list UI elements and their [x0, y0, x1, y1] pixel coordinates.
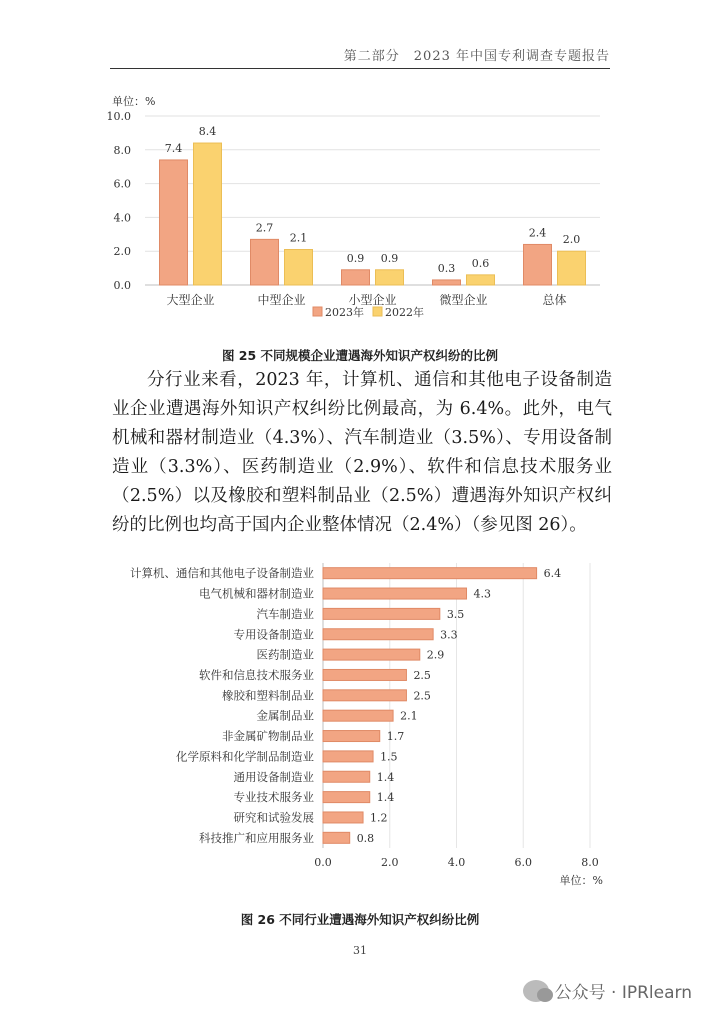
y-tick-label: 8.0 [113, 143, 131, 157]
page-number: 31 [353, 944, 367, 957]
bar-value-label: 0.6 [471, 256, 490, 270]
legend-label: 2022年 [385, 306, 424, 319]
x-category-label: 总体 [542, 293, 567, 307]
industry-bar [323, 731, 380, 742]
bar-2023 [342, 270, 370, 285]
industry-bar [323, 812, 363, 823]
industry-label: 研究和试验发展 [233, 810, 314, 825]
bar-value-label: 1.4 [376, 770, 395, 784]
y-tick-label: 0.0 [113, 279, 131, 292]
header-rule [110, 68, 610, 69]
legend-swatch [313, 307, 322, 316]
bar-value-label: 1.5 [380, 750, 398, 764]
industry-label: 化学原料和化学制品制造业 [176, 749, 314, 764]
legend-label: 2023年 [325, 306, 364, 319]
industry-bar [323, 832, 350, 843]
bar-value-label: 2.5 [413, 668, 431, 682]
bar-value-label: 2.1 [289, 231, 308, 245]
bar-value-label: 0.8 [356, 831, 375, 845]
figure26-chart [0, 555, 720, 895]
bar-2023 [251, 239, 279, 285]
bar-value-label: 7.4 [164, 141, 183, 155]
industry-label: 科技推广和应用服务业 [199, 830, 314, 845]
bar-value-label: 4.3 [473, 587, 492, 601]
x-tick-label: 8.0 [581, 856, 599, 869]
industry-bar [323, 771, 370, 782]
x-category-label: 中型企业 [257, 293, 306, 307]
y-tick-label: 10.0 [106, 110, 131, 123]
bar-value-label: 2.5 [413, 689, 431, 703]
legend-swatch [373, 307, 382, 316]
bar-2023 [160, 160, 188, 285]
bar-value-label: 2.0 [562, 233, 581, 247]
bar-value-label: 6.4 [543, 567, 562, 581]
bar-value-label: 2.4 [528, 226, 547, 240]
y-tick-label: 4.0 [113, 211, 131, 225]
industry-label: 汽车制造业 [256, 606, 314, 621]
watermark-text: 公众号 · IPRlearn [554, 983, 692, 1003]
x-tick-label: 6.0 [514, 856, 532, 869]
figure26-caption: 图 26 不同行业遭遇海外知识产权纠纷比例 [240, 912, 480, 927]
bar-value-label: 1.7 [386, 730, 405, 744]
bar-2022 [558, 251, 586, 285]
industry-label: 非金属矿物制品业 [222, 729, 314, 744]
industry-bar [323, 690, 406, 701]
watermark [523, 978, 692, 1003]
bar-2022 [285, 250, 313, 285]
industry-bar [323, 669, 406, 680]
industry-label: 计算机、通信和其他电子设备制造业 [130, 566, 314, 581]
bar-value-label: 2.7 [255, 221, 274, 235]
industry-bar [323, 568, 537, 579]
bar-2023 [524, 244, 552, 285]
industry-label: 软件和信息技术服务业 [199, 667, 314, 682]
figure25-chart [0, 90, 720, 330]
industry-label: 专用设备制造业 [233, 627, 314, 642]
industry-label: 金属制品业 [256, 708, 314, 723]
x-category-label: 大型企业 [166, 293, 215, 307]
x-tick-label: 0.0 [314, 856, 332, 869]
industry-label: 通用设备制造业 [233, 769, 314, 784]
y-tick-label: 6.0 [113, 177, 131, 191]
industry-label: 专业技术服务业 [233, 790, 314, 805]
industry-bar [323, 629, 433, 640]
bar-value-label: 8.4 [198, 125, 217, 139]
bar-value-label: 2.1 [400, 709, 418, 723]
industry-bar [323, 792, 370, 803]
industry-label: 医药制造业 [256, 647, 314, 662]
page-header: 第二部分 2023 年中国专利调查专题报告 [343, 49, 610, 64]
bar-value-label: 2.9 [426, 648, 445, 662]
bar-2022 [376, 270, 404, 285]
bar-value-label: 0.3 [437, 261, 456, 275]
body-paragraph: 分行业来看，2023 年，计算机、通信和其他电子设备制造业企业遭遇海外知识产权纠纷比例最高，为 6.4%。此外，电气机械和器材制造业（4.3%）、汽车制造业（3.5%）、专用设备制造业（3.3%）、医药制造业（2.9%）、软件和信息技术服务业（2.5%）以及橡胶和塑料制品业（2.5%）遭遇海外知识产权纠纷的比例也均高于国内企业整体情况（2.4%）（参见图 26）。 [112, 370, 612, 535]
x-tick-label: 4.0 [447, 856, 466, 869]
x-category-label: 小型企业 [348, 293, 397, 307]
bar-value-label: 3.5 [446, 607, 465, 621]
y-tick-label: 2.0 [113, 245, 131, 259]
bar-value-label: 0.9 [380, 251, 399, 265]
bar-value-label: 1.2 [370, 811, 388, 825]
industry-bar [323, 588, 467, 599]
bar-value-label: 0.9 [346, 251, 365, 265]
wechat-icon [523, 980, 549, 1002]
bar-2022 [194, 143, 222, 285]
x-unit-label: 单位：% [559, 874, 603, 887]
figure25-caption: 图 25 不同规模企业遭遇海外知识产权纠纷的比例 [221, 348, 499, 363]
industry-label: 电气机械和器材制造业 [199, 586, 314, 601]
bar-value-label: 3.3 [440, 628, 458, 642]
x-category-label: 微型企业 [439, 293, 488, 307]
industry-bar [323, 751, 373, 762]
industry-label: 橡胶和塑料制品业 [222, 688, 314, 703]
x-tick-label: 2.0 [381, 856, 399, 869]
y-unit-label: 单位：% [112, 95, 156, 108]
bar-2023 [433, 280, 461, 285]
bar-value-label: 1.4 [376, 791, 395, 805]
industry-bar [323, 608, 440, 619]
industry-bar [323, 710, 393, 721]
industry-bar [323, 649, 420, 660]
bar-2022 [467, 275, 495, 285]
